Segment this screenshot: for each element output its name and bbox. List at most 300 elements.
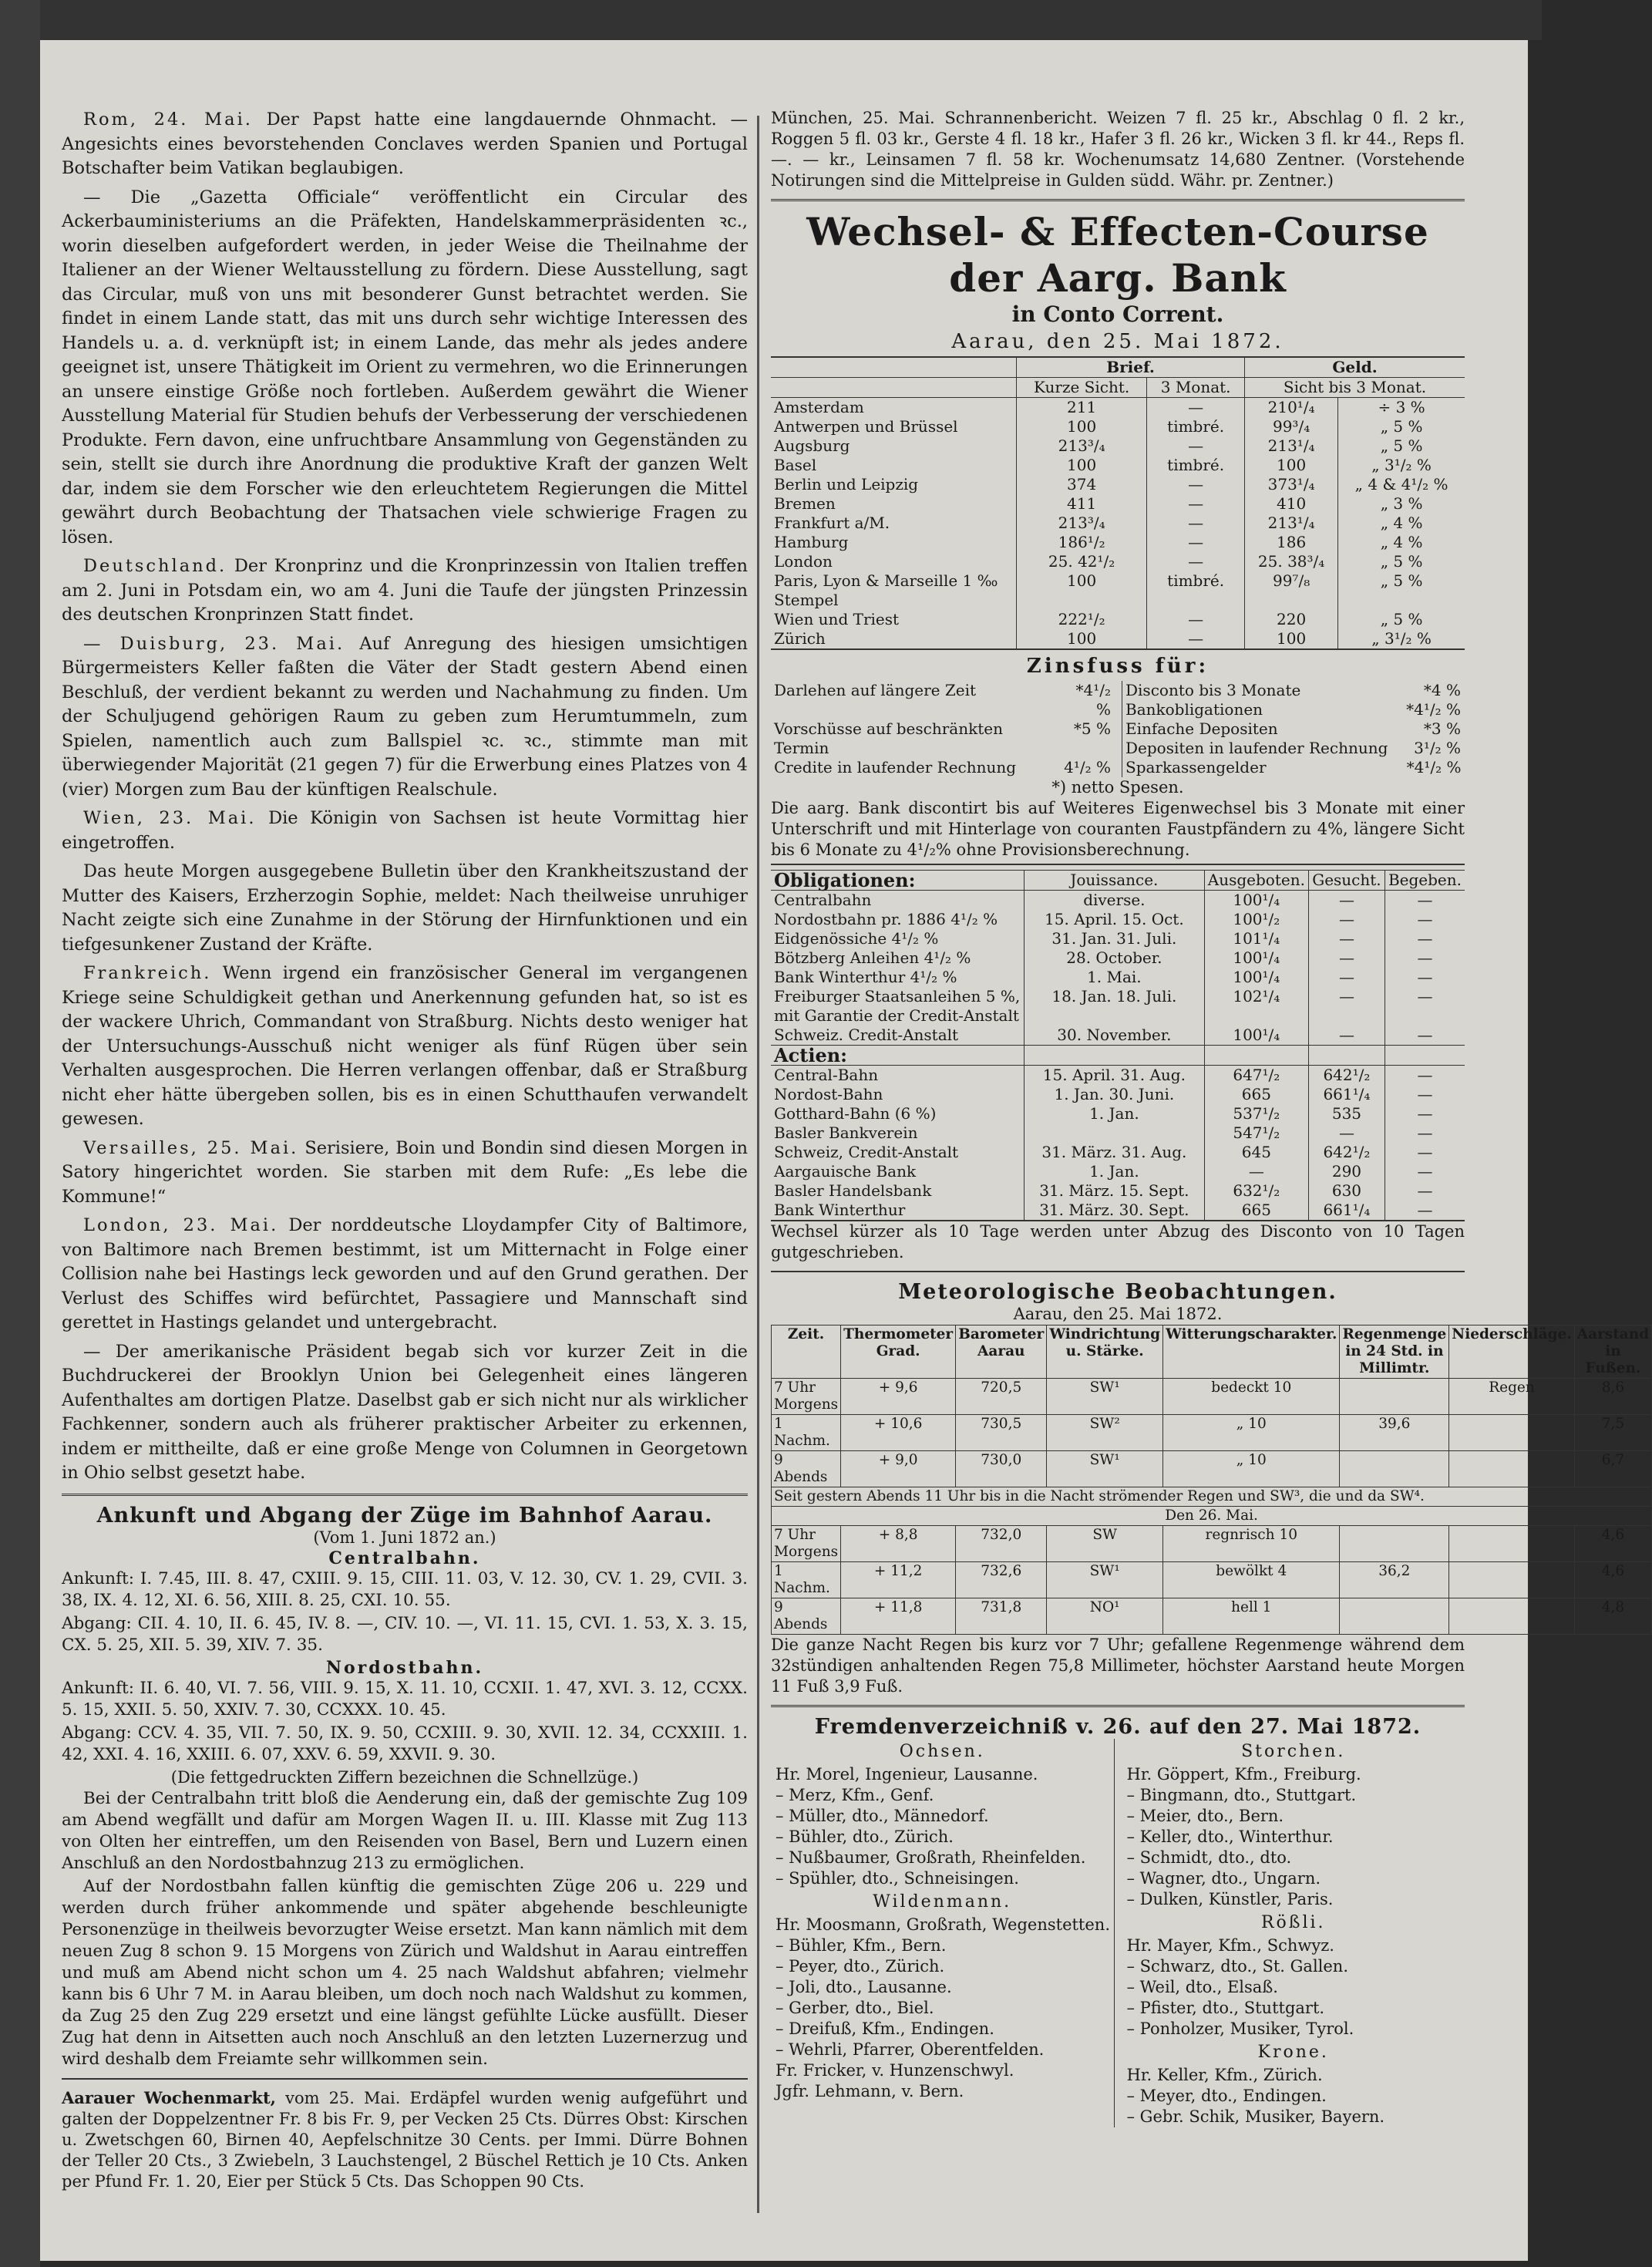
security-cell: Aargauische Bank [774, 1162, 917, 1181]
news-item [62, 108, 748, 181]
news-item [62, 1137, 748, 1210]
meteo-cell [1449, 1526, 1574, 1562]
exchange-cell: 25. 38³/₄ [1245, 552, 1338, 571]
exchange-cell: Augsburg [774, 436, 850, 455]
exchange-cell: 100 [1017, 629, 1147, 649]
news-lead: Wien, 23. Mai. [83, 808, 257, 828]
guest-entry: – Spühler, dto., Schneisingen. [776, 1869, 1019, 1888]
meteo-cell [1449, 1562, 1574, 1598]
guest-entry: – Dreifuß, Kfm., Endingen. [776, 2019, 994, 2038]
meteo-title: Meteorologische Beobachtungen. [898, 1280, 1337, 1304]
exchange-rows [771, 398, 1465, 650]
meteo-cell: + 11,8 [841, 1598, 956, 1635]
exchange-cell: „ 5 % [1338, 552, 1465, 571]
news-lead: Deutschland. [83, 556, 227, 576]
hotel-name: Krone. [1257, 2043, 1329, 2062]
meteo-header: Witterungscharakter. [1163, 1326, 1340, 1379]
section-rule [62, 1494, 748, 1496]
exchange-cell: „ 3 % [1338, 494, 1465, 514]
security-row [771, 968, 1465, 987]
news-lead: London, 23. Mai. [83, 1215, 279, 1235]
security-cell: — [1385, 1201, 1465, 1221]
meteo-cell: 7,5 [1574, 1415, 1651, 1451]
exchange-row [771, 571, 1465, 610]
security-cell: 100¹/₄ [1204, 1026, 1308, 1046]
exchange-cell: „ 5 % [1338, 571, 1465, 610]
security-cell: — [1308, 987, 1385, 1026]
security-cell: — [1385, 1181, 1465, 1201]
zins-right [1122, 681, 1465, 777]
hotel-name: Ochsen. [899, 1742, 985, 1761]
security-cell: Central-Bahn [774, 1066, 879, 1084]
security-cell: — [1308, 948, 1385, 968]
exchange-row [771, 494, 1465, 514]
meteo-header: Regenmenge in 24 Std. in Millimtr. [1340, 1326, 1449, 1379]
guest-entry: Hr. Keller, Kfm., Zürich. [1126, 2066, 1323, 2084]
security-cell: 31. März. 15. Sept. [1025, 1181, 1205, 1201]
security-cell: 642¹/₂ [1308, 1143, 1385, 1162]
security-cell: — [1308, 929, 1385, 948]
exchange-cell: 186¹/₂ [1017, 533, 1147, 552]
security-row [771, 1085, 1465, 1104]
foreigners-left [771, 1739, 1114, 2127]
act-head: Actien: [774, 1044, 848, 1066]
security-cell: — [1385, 968, 1465, 987]
news-text: Der norddeutsche Lloydampfer City of Baltimore, von Baltimore nach Bremen bestimmt, ist um Mitternacht in Folge einer Collision nahe bei Hastings leck geworden und auf den Grund gerathen. Der Verlust des Schiffes wird befürchtet, Passagiere und Mannschaft sind gerettet in Hastings gelandet und untergebracht. [62, 1215, 748, 1332]
security-cell: Schweiz, Credit-Anstalt [774, 1143, 959, 1161]
obl-head: Obligationen: [774, 869, 916, 891]
guest-entry: Jgfr. Lehmann, v. Bern. [776, 2082, 964, 2100]
security-cell: 30. November. [1025, 1026, 1205, 1046]
security-cell: Basler Bankverein [774, 1123, 918, 1142]
train-sections [62, 1548, 748, 1766]
guest-entry: – Ponholzer, Musiker, Tyrol. [1126, 2019, 1354, 2038]
news-item [62, 554, 748, 628]
exchange-cell: — [1147, 475, 1245, 494]
guest-entry: – Dulken, Künstler, Paris. [1126, 1890, 1334, 1908]
exchange-cell: 25. 42¹/₂ [1017, 552, 1147, 571]
zins-rate: *4¹/₂ % [1406, 758, 1462, 776]
guest-entry: – Wagner, dto., Ungarn. [1126, 1869, 1321, 1888]
meteo-cell: + 8,8 [841, 1526, 956, 1562]
exchange-cell: 222¹/₂ [1017, 610, 1147, 629]
guest-entry: – Keller, dto., Winterthur. [1126, 1827, 1334, 1846]
exchange-cell: London [774, 552, 833, 571]
scan-top-edge [0, 0, 1542, 40]
security-cell: 632¹/₂ [1204, 1181, 1308, 1201]
securities-table [771, 870, 1465, 1221]
exchange-cell: Zürich [774, 629, 826, 648]
zins-rate: *4¹/₂ % [1075, 681, 1111, 719]
news-lead: Frankreich. [83, 963, 212, 983]
column-divider [757, 116, 759, 2213]
exchange-cell: 99³/₄ [1245, 417, 1338, 436]
guest-entry: Hr. Göppert, Kfm., Freiburg. [1126, 1765, 1361, 1784]
news-text: — Der amerikanische Präsident begab sich vor kurzer Zeit in die Buchdruckerei der Brooklyn Union bei Gelegenheit eines längeren Aufenthaltes am dortigen Platze. Daselbst gab er sich nicht nur als wirklicher Fachkenner, sondern auch als früherer praktischer Arbeiter zu erkennen, indem er mittheilte, daß er eine große Menge von Columnen in Georgetown in Ohio selbst gesetzt habe. [62, 1341, 748, 1483]
security-cell: 15. April. 31. Aug. [1025, 1066, 1205, 1086]
meteo-row [772, 1598, 1652, 1635]
exchange-cell: 210¹/₄ [1245, 398, 1338, 418]
zins-row [1122, 681, 1465, 700]
security-cell: 102¹/₄ [1204, 987, 1308, 1026]
exchange-head-geld: Geld. [1245, 357, 1465, 378]
zins-note: Die aarg. Bank discontirt bis auf Weiteres Eigenwechsel bis 3 Monate mit einer Unterschrift und mit Hinterlage von couranten Faustpfändern zu 4%, längere Sicht bis 6 Monate zu 4¹/₂% ohne Provisionsberechnung. [771, 798, 1465, 865]
munich-report: München, 25. Mai. Schrannenbericht. Weizen 7 fl. 25 kr., Abschlag 0 fl. 2 kr., Roggen 5 fl. 03 kr., Gerste 4 fl. 18 kr., Hafer 3 fl. 26 kr., Wicken 3 fl. kr 44., Reps fl. —. — kr., Leinsamen 7 fl. 58 kr. Wochenumsatz 14,680 Zentner. (Vorstehende Notirungen sind die Mittelpreise in Gulden südd. Währ. pr. Zentner.) [771, 109, 1465, 190]
security-cell: 31. Jan. 31. Juli. [1025, 929, 1205, 948]
security-cell: Schweiz. Credit-Anstalt [774, 1026, 959, 1044]
exchange-row [771, 417, 1465, 436]
security-cell: 1. Jan. [1025, 1162, 1205, 1181]
security-cell: Freiburger Staatsanleihen 5 %, mit Garantie der Credit-Anstalt [774, 987, 1021, 1025]
news-item [62, 860, 748, 957]
security-cell: — [1385, 891, 1465, 911]
guest-entry: – Wehrli, Pfarrer, Oberentfelden. [776, 2040, 1045, 2059]
security-cell: — [1204, 1162, 1308, 1181]
security-cell: 645 [1204, 1143, 1308, 1162]
meteo-cell: 4,8 [1574, 1598, 1651, 1635]
exchange-cell: 100 [1245, 456, 1338, 475]
zins-row [771, 719, 1114, 758]
exchange-cell: Amsterdam [774, 398, 864, 416]
meteo-cell: + 9,6 [841, 1379, 956, 1415]
exchange-cell: „ 3¹/₂ % [1338, 456, 1465, 475]
obligation-rows [771, 891, 1465, 1046]
guest-entry: – Meyer, dto., Endingen. [1126, 2087, 1327, 2105]
train-paragraph: Auf der Nordostbahn fallen künftig die gemischten Züge 206 u. 229 und werden durch früher ankommende und später abgehende beschleunigte Personenzüge in theilweis bevorzugter Weise ersetzt. Man kann nämlich mit dem neuen Zug 8 schon 9. 15 Morgens von Zürich und Waldshut in Aarau eintreffen und muß am Abend nicht schon um 4. 25 nach Waldshut abfahren; vielmehr kann bis 6 Uhr 7 M. in Aarau bleiben, um doch noch nach Waldshut zu kommen, da Zug 25 den Zug 229 ersetzt und eine längst gefühlte Lücke ausfüllt. Dieser Zug hat denn in Aitsetten auch noch Anschluß an den letzten Luzernerzug und wird deshalb dem Freiamte sehr willkommen sein. [62, 1876, 748, 2069]
left-column [62, 108, 748, 2197]
security-cell: Bank Winterthur 4¹/₂ % [774, 968, 957, 986]
train-subtitle: (Vom 1. Juni 1872 an.) [313, 1528, 496, 1547]
security-cell: — [1385, 910, 1465, 929]
meteo-cell: Regen [1449, 1379, 1574, 1415]
meteo-cell [1449, 1415, 1574, 1451]
security-cell: 630 [1308, 1181, 1385, 1201]
exchange-cell: Paris, Lyon & Marseille 1 ‰ Stempel [774, 571, 998, 609]
bank-title: Wechsel- & Effecten-Course der Aarg. Bank [806, 209, 1429, 301]
news-text: Der Papst hatte eine langdauernde Ohnmacht. — Angesichts eines bevorstehenden Conclaves werden Spanien und Portugal Botschafter beim Vatikan beglaubigen. [62, 109, 748, 178]
ausg-head: Ausgeboten. [1204, 871, 1308, 891]
zins-label: Darlehen auf längere Zeit [774, 681, 977, 699]
security-cell: — [1385, 987, 1465, 1026]
exchange-cell: — [1147, 629, 1245, 649]
security-cell: — [1385, 1104, 1465, 1123]
security-cell: — [1385, 1143, 1465, 1162]
news-text: Serisiere, Boin und Bondin sind diesen Morgen in Satory hingerichtet worden. Sie starben mit dem Rufe: „Es lebe die Kommune!“ [62, 1137, 748, 1207]
hotel-name: Rößli. [1260, 1913, 1326, 1932]
guest-entry: – Gerber, dto., Biel. [776, 1999, 934, 2017]
zins-row [1122, 700, 1465, 719]
security-cell: 15. April. 15. Oct. [1025, 910, 1205, 929]
security-cell: — [1308, 891, 1385, 911]
train-line: Ankunft: II. 6. 40, VI. 7. 56, VIII. 9. 15, X. 11. 10, CCXII. 1. 47, XVI. 3. 12, CCXX. 5. 15, XXII. 5. 50, XXIV. 7. 30, CCXXX. 10. 45. [62, 1678, 748, 1720]
security-row [771, 1162, 1465, 1181]
security-cell: 31. März. 30. Sept. [1025, 1201, 1205, 1221]
train-line: Abgang: CII. 4. 10, II. 6. 45, IV. 8. —, CIV. 10. —, VI. 11. 15, CVI. 1. 53, X. 3. 15, CX. 5. 25, XII. 5. 39, XIV. 7. 35. [62, 1613, 748, 1655]
guest-entry: Fr. Fricker, v. Hunzenschwyl. [776, 2061, 1014, 2080]
meteo-rows-day2 [772, 1526, 1652, 1635]
meteo-cell [1340, 1598, 1449, 1635]
scan-left-edge [0, 0, 40, 2267]
train-paragraph: Bei der Centralbahn tritt bloß die Aenderung ein, daß der gemischte Zug 109 am Abend wegfällt und dafür am Morgen Wagen II. u. III. Klasse mit Zug 113 von Olten her eintreffen, um den Reisenden von Basel, Bern und Luzern einen Anschluß an den Nordostbahnzug 213 zu ermöglichen. [62, 1788, 748, 1873]
meteo-cell: „ 10 [1163, 1415, 1340, 1451]
guest-entry: – Nußbaumer, Großrath, Rheinfelden. [776, 1848, 1086, 1867]
security-cell: Nordost-Bahn [774, 1085, 883, 1103]
news-item [62, 962, 748, 1132]
meteo-row [772, 1526, 1652, 1562]
security-cell: — [1308, 1026, 1385, 1046]
zins-row [1122, 739, 1465, 758]
train-section-name: Nordostbahn. [325, 1657, 484, 1678]
hotel-name: Storchen. [1241, 1742, 1346, 1761]
bank-date: Aarau, den 25. Mai 1872. [951, 330, 1284, 353]
news-text: Die Königin von Sachsen ist heute Vormittag hier eingetroffen. [62, 808, 748, 853]
meteo-header: Aarstand in Fußen. [1574, 1326, 1651, 1379]
security-cell: 647¹/₂ [1204, 1066, 1308, 1086]
guest-entry: Hr. Moosmann, Großrath, Wegenstetten. [776, 1915, 1110, 1934]
meteo-cell: 4,6 [1574, 1526, 1651, 1562]
train-line: Ankunft: I. 7.45, III. 8. 47, CXIII. 9. 15, CIII. 11. 03, V. 12. 30, CV. 1. 29, CVII. 3. 38, IX. 4. 12, XI. 6. 56, XIII. 8. 25, CXI. 10. 55. [62, 1568, 748, 1610]
meteo-cell: 4,6 [1574, 1562, 1651, 1598]
exchange-cell: 213¹/₄ [1245, 514, 1338, 533]
news-lead: — Duisburg, 23. Mai. [83, 633, 345, 654]
security-row [771, 910, 1465, 929]
security-cell: — [1385, 1066, 1465, 1086]
exchange-cell: „ 5 % [1338, 417, 1465, 436]
news-text: — Die „Gazetta Officiale“ veröffentlicht ein Circular des Ackerbauministeriums an die Präfekten, Handelskammerpräsidenten ꝛc., worin dieselben aufgefordert werden, in jeder Weise die Theilnahme der Italiener an der Wiener Weltausstellung zu fördern. Diese Ausstellung, sagt das Circular, muß von uns mit besonderer Gunst betrachtet werden. Sie findet in einem Lande statt, das mit uns durch sehr wichtige Interessen des Handels u. a. d. verknüpft ist; in einem Lande, das mehr als jedes andere geeignet ist, unsere Thätigkeit im Orient zu vermehren, wo die Erinnerungen an unsere einstige Größe noch fortleben. Außerdem gewährt die Wiener Ausstellung Material für Studien behufs der Verbesserung der verschiedenen Produkte. Fern davon, eine unfruchtbare Ansammlung von Gegenständen zu sein, stellt sie durch ihre Anordnung die produktive Kraft der ganzen Welt dar, indem sie dem Forscher wie den erleuchtetem Regierungen die Mittel gewährt durch Beobachtung der Thatsachen viele schwierige Fragen zu lösen. [62, 187, 748, 547]
exchange-cell: Hamburg [774, 533, 849, 551]
news-text: Das heute Morgen ausgegebene Bulletin über den Krankheitszustand der Mutter des Kaisers, Erzherzogin Sophie, meldet: Nach theilweise unruhiger Nacht zeigte sich eine Zunahme in der Störung der Hirnfunktionen und ein tiefgesunkener Zustand der Kräfte. [62, 861, 748, 955]
exchange-cell: „ 3¹/₂ % [1338, 629, 1465, 649]
security-row [771, 1181, 1465, 1201]
exchange-row [771, 514, 1465, 533]
wechsel-note: Wechsel kürzer als 10 Tage werden unter Abzug des Disconto von 10 Tagen gutgeschrieben. [771, 1222, 1465, 1262]
zins-label: Bankobligationen [1125, 700, 1263, 719]
exchange-cell: ÷ 3 % [1338, 398, 1465, 418]
security-cell: 100¹/₄ [1204, 948, 1308, 968]
zins-rate: *4¹/₂ % [1406, 700, 1461, 719]
meteo-cell [1449, 1451, 1574, 1487]
meteo-cell: 8,6 [1574, 1379, 1651, 1415]
zins-block [771, 681, 1465, 777]
foreigners-block [771, 1739, 1465, 2127]
guest-entry: – Gebr. Schik, Musiker, Bayern. [1126, 2107, 1385, 2126]
exchange-cell: „ 5 % [1338, 436, 1465, 456]
meteo-table [771, 1325, 1652, 1635]
security-cell: Bank Winterthur [774, 1201, 906, 1219]
meteo-cell [1340, 1379, 1449, 1415]
security-cell: diverse. [1025, 891, 1205, 911]
meteo-cell: 9 Abends [772, 1451, 841, 1487]
exchange-cell: Berlin und Leipzig [774, 475, 919, 493]
foreigners-right [1114, 1739, 1465, 2127]
zins-row [1122, 758, 1465, 777]
train-section-name: Centralbahn. [328, 1548, 481, 1568]
exchange-head-brief: Brief. [1017, 357, 1245, 378]
exchange-cell: 411 [1017, 494, 1147, 514]
meteo-cell [1449, 1598, 1574, 1635]
security-row [771, 948, 1465, 968]
meteo-cell: SW [1047, 1526, 1163, 1562]
meteo-cell: SW¹ [1047, 1451, 1163, 1487]
security-cell: 547¹/₂ [1204, 1123, 1308, 1143]
news-text: Auf Anregung des hiesigen umsichtigen Bürgermeisters Keller faßten die Väter der Stadt gestern Abend einen Beschluß, der verdient bekannt zu werden und Nachahmung zu finden. Um der Schuljugend gehörigen Raum zu geben zum Herumtummeln, zum Spielen, namentlich auch zum Ballspiel ꝛc. ꝛc., stimmte man mit überwiegender Majorität (21 gegen 7) für die Erwerbung eines Platzes von 4 (vier) Morgen zum Bau der künftigen Realschule. [62, 633, 748, 800]
zins-label: Sparkassengelder [1125, 758, 1267, 776]
meteo-cell: SW¹ [1047, 1562, 1163, 1598]
meteo-cell: bedeckt 10 [1163, 1379, 1340, 1415]
meteo-cell: „ 10 [1163, 1451, 1340, 1487]
exchange-cell: 213³/₄ [1017, 514, 1147, 533]
news-item [62, 807, 748, 855]
security-cell: — [1308, 910, 1385, 929]
meteo-cell: 39,6 [1340, 1415, 1449, 1451]
news-lead: Versailles, 25. Mai. [83, 1137, 299, 1158]
security-cell: — [1385, 1162, 1465, 1181]
meteo-cell: + 10,6 [841, 1415, 956, 1451]
exchange-cell: — [1147, 552, 1245, 571]
guest-entry: – Schmidt, dto., dto. [1126, 1848, 1292, 1867]
meteo-cell: 732,6 [956, 1562, 1047, 1598]
exchange-cell: 100 [1017, 417, 1147, 436]
security-cell: Nordostbahn pr. 1886 4¹/₂ % [774, 910, 998, 928]
meteo-cell: 731,8 [956, 1598, 1047, 1635]
guest-entry: – Joli, dto., Lausanne. [776, 1978, 952, 1996]
zins-label: Einfache Depositen [1125, 719, 1278, 738]
security-cell: 1. Jan. [1025, 1104, 1205, 1123]
guest-entry: – Schwarz, dto., St. Gallen. [1126, 1957, 1349, 1976]
exchange-cell: — [1147, 436, 1245, 456]
train-line: Abgang: CCV. 4. 35, VII. 7. 50, IX. 9. 50, CCXIII. 9. 30, XVII. 12. 34, CCXXIII. 1. 42, XXI. 4. 16, XXIII. 6. 07, XXV. 6. 59, XXVII. 9. 30. [62, 1723, 748, 1764]
exchange-cell: 410 [1245, 494, 1338, 514]
meteo-header: Thermometer Grad. [841, 1326, 956, 1379]
security-cell: — [1308, 968, 1385, 987]
exchange-blank-head [771, 357, 1017, 378]
meteo-row [772, 1562, 1652, 1598]
exchange-cell: — [1147, 610, 1245, 629]
news-item [62, 632, 748, 803]
section-rule [62, 2078, 748, 2080]
security-cell: — [1308, 1123, 1385, 1143]
security-cell: Centralbahn [774, 891, 872, 909]
news-item [62, 1214, 748, 1336]
news-item [62, 1340, 748, 1486]
zins-row [771, 758, 1114, 777]
security-cell: 31. März. 31. Aug. [1025, 1143, 1205, 1162]
security-row [771, 987, 1465, 1026]
exchange-row [771, 475, 1465, 494]
guest-entry: – Peyer, dto., Zürich. [776, 1957, 945, 1976]
meteo-sub: Aarau, den 25. Mai 1872. [1013, 1305, 1223, 1323]
exchange-cell: Bremen [774, 494, 836, 513]
meteo-end-note: Die ganze Nacht Regen bis kurz vor 7 Uhr; gefallene Regenmenge während dem 32stündigen anhaltenden Regen 75,8 Millimeter, höchster Aarstand heute Morgen 11 Fuß 3,9 Fuß. [771, 1635, 1465, 1696]
exchange-head-3m: 3 Monat. [1147, 378, 1245, 398]
news-text: Der Kronprinz und die Kronprinzessin von Italien treffen am 2. Juni in Potsdam ein, wo am 4. Juni die Taufe der jüngsten Prinzessin des deutschen Kronprinzen Statt findet. [62, 556, 748, 625]
meteo-cell: 730,5 [956, 1415, 1047, 1451]
meteo-row [772, 1451, 1652, 1487]
meteo-cell [1340, 1526, 1449, 1562]
meteo-cell [1340, 1451, 1449, 1487]
exchange-cell: — [1147, 514, 1245, 533]
exchange-cell: Antwerpen und Brüssel [774, 417, 958, 436]
security-cell: 642¹/₂ [1308, 1066, 1385, 1086]
zins-label: Credite in laufender Rechnung [774, 758, 1017, 776]
meteo-cell: 9 Abends [772, 1598, 841, 1635]
security-cell: 28. October. [1025, 948, 1205, 968]
exchange-cell: 186 [1245, 533, 1338, 552]
zins-rate: 4¹/₂ % [1064, 758, 1111, 776]
security-cell: 537¹/₂ [1204, 1104, 1308, 1123]
meteo-cell: NO¹ [1047, 1598, 1163, 1635]
zins-label: Depositen in laufender Rechnung [1125, 739, 1388, 757]
zins-rate: *3 % [1423, 719, 1461, 738]
exchange-cell: 211 [1017, 398, 1147, 418]
meteo-cell: hell 1 [1163, 1598, 1340, 1635]
meteo-cell: + 11,2 [841, 1562, 956, 1598]
exchange-cell: timbré. [1147, 456, 1245, 475]
exchange-cell: — [1147, 494, 1245, 514]
meteo-header: Zeit. [772, 1326, 841, 1379]
exchange-cell: timbré. [1147, 571, 1245, 610]
security-row [771, 929, 1465, 948]
section-rule [771, 1271, 1465, 1272]
meteo-cell: bewölkt 4 [1163, 1562, 1340, 1598]
exchange-row [771, 552, 1465, 571]
exchange-cell: 213³/₄ [1017, 436, 1147, 456]
security-cell [1025, 1123, 1205, 1143]
meteo-cell: regnrisch 10 [1163, 1526, 1340, 1562]
zins-left [771, 681, 1114, 777]
exchange-cell: Wien und Triest [774, 610, 900, 628]
exchange-cell: „ 4 % [1338, 514, 1465, 533]
security-row [771, 1026, 1465, 1046]
security-cell: 100¹/₂ [1204, 910, 1308, 929]
exchange-cell: Basel [774, 456, 817, 474]
exchange-cell: „ 5 % [1338, 610, 1465, 629]
security-row [771, 1104, 1465, 1123]
security-cell: — [1385, 929, 1465, 948]
security-cell: 1. Mai. [1025, 968, 1205, 987]
zins-row [1122, 719, 1465, 739]
market-report [62, 2087, 748, 2192]
meteo-cell: SW² [1047, 1415, 1163, 1451]
foreigners-title: Fremdenverzeichniß v. 26. auf den 27. Mai 1872. [814, 1715, 1422, 1739]
zins-title: Zinsfuss für: [1026, 655, 1210, 678]
meteo-cell: 1 Nachm. [772, 1562, 841, 1598]
security-cell: Gotthard-Bahn (6 %) [774, 1104, 937, 1123]
meteo-cell: 7 Uhr Morgens [772, 1526, 841, 1562]
security-row [771, 1066, 1465, 1086]
meteo-cell: 6,7 [1574, 1451, 1651, 1487]
meteo-cell: 7 Uhr Morgens [772, 1379, 841, 1415]
exchange-cell: Frankfurt a/M. [774, 514, 890, 532]
meteo-cell: 732,0 [956, 1526, 1047, 1562]
exchange-row [771, 456, 1465, 475]
meteo-rows-day1 [772, 1379, 1652, 1487]
meteo-cell: SW¹ [1047, 1379, 1163, 1415]
guest-entry: – Merz, Kfm., Genf. [776, 1786, 934, 1804]
exchange-row [771, 533, 1465, 552]
ges-head: Gesucht. [1308, 871, 1385, 891]
exchange-cell: 100 [1245, 629, 1338, 649]
security-cell: 100¹/₄ [1204, 968, 1308, 987]
exchange-cell: 213¹/₄ [1245, 436, 1338, 456]
security-cell: 661¹/₄ [1308, 1201, 1385, 1221]
market-lead: Aarauer Wochenmarkt, [62, 2087, 276, 2107]
meteo-header: Niederschläge. [1449, 1326, 1574, 1379]
exchange-cell: 220 [1245, 610, 1338, 629]
zins-rate: *4 % [1423, 681, 1461, 699]
security-cell: Eidgenössiche 4¹/₂ % [774, 929, 939, 948]
section-rule [771, 199, 1465, 201]
